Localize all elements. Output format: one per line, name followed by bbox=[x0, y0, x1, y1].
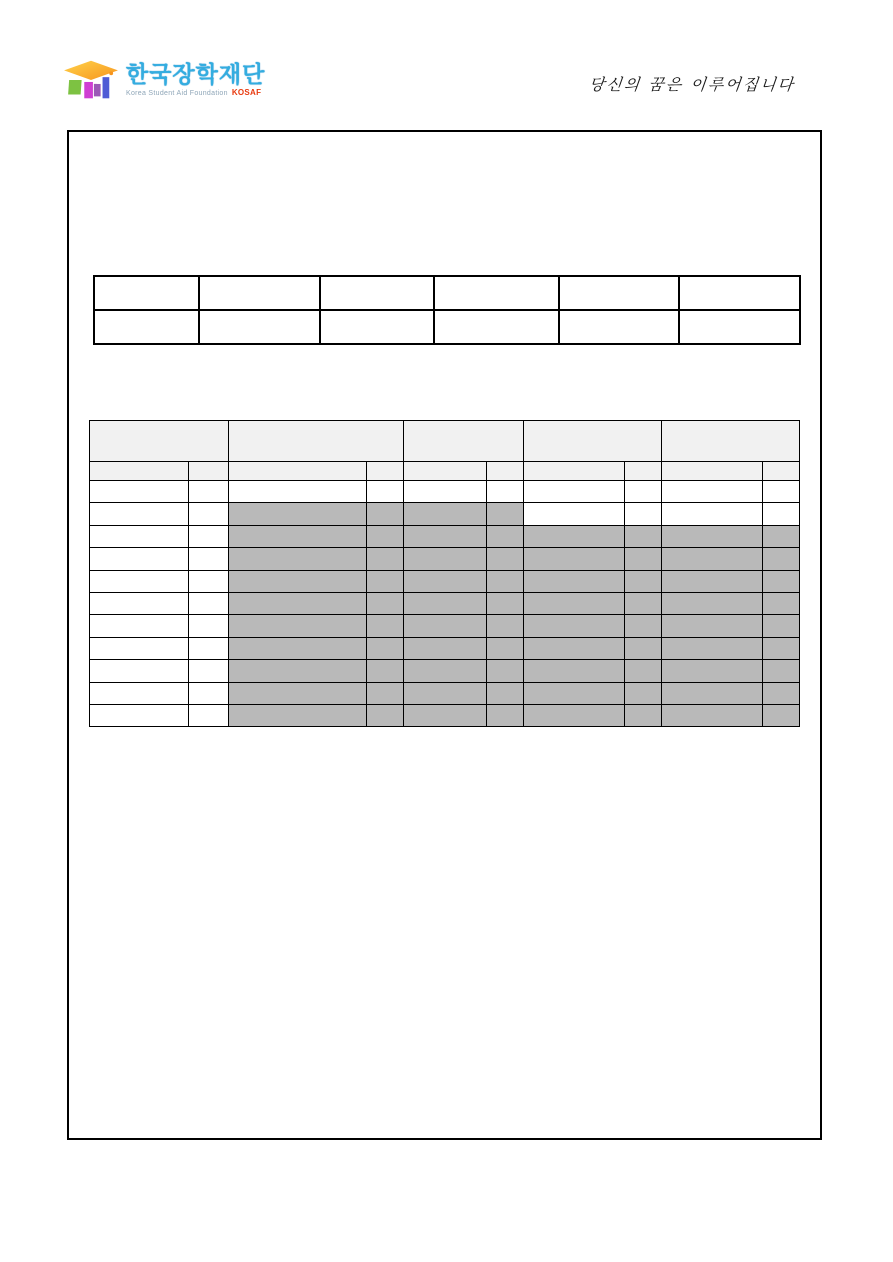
schedule-table-cell-shaded bbox=[625, 615, 662, 637]
schedule-table-cell bbox=[90, 704, 189, 726]
schedule-table-cell-shaded bbox=[367, 682, 404, 704]
schedule-table-cell bbox=[487, 481, 524, 503]
schedule-table-cell bbox=[90, 481, 189, 503]
schedule-table-cell-shaded bbox=[487, 503, 524, 525]
schedule-table-row bbox=[90, 682, 800, 704]
schedule-sub-header-row bbox=[90, 462, 800, 481]
schedule-table-cell bbox=[662, 503, 763, 525]
schedule-table-cell bbox=[189, 637, 229, 659]
schedule-table-cell-shaded bbox=[763, 704, 800, 726]
schedule-table-cell-shaded bbox=[229, 637, 367, 659]
schedule-table-cell-shaded bbox=[404, 704, 487, 726]
schedule-table-cell bbox=[90, 637, 189, 659]
schedule-table-cell-shaded bbox=[625, 525, 662, 547]
schedule-table-row bbox=[90, 637, 800, 659]
graduation-cap-icon bbox=[62, 56, 120, 106]
schedule-table-cell-shaded bbox=[625, 682, 662, 704]
schedule-table-cell-shaded bbox=[524, 704, 625, 726]
schedule-table-cell bbox=[90, 682, 189, 704]
schedule-table-cell bbox=[367, 481, 404, 503]
info-table-cell bbox=[320, 310, 434, 344]
info-table-row bbox=[94, 276, 800, 310]
schedule-table-cell-shaded bbox=[524, 592, 625, 614]
schedule-table-cell-shaded bbox=[229, 525, 367, 547]
schedule-table-cell-shaded bbox=[487, 682, 524, 704]
schedule-table-cell-shaded bbox=[625, 660, 662, 682]
schedule-table-cell bbox=[625, 481, 662, 503]
info-table-cell bbox=[434, 310, 559, 344]
schedule-group-header-cell bbox=[662, 421, 800, 462]
schedule-table-cell-shaded bbox=[367, 637, 404, 659]
schedule-table-cell-shaded bbox=[229, 660, 367, 682]
schedule-table-cell bbox=[189, 503, 229, 525]
schedule-table-cell-shaded bbox=[487, 525, 524, 547]
schedule-table-cell-shaded bbox=[763, 548, 800, 570]
schedule-sub-header-cell bbox=[662, 462, 763, 481]
schedule-table-cell-shaded bbox=[229, 592, 367, 614]
schedule-table-cell-shaded bbox=[229, 503, 367, 525]
schedule-table-cell-shaded bbox=[763, 570, 800, 592]
document-border-box bbox=[67, 130, 822, 1140]
schedule-table-cell bbox=[189, 704, 229, 726]
schedule-table-cell-shaded bbox=[662, 682, 763, 704]
schedule-table-cell-shaded bbox=[487, 615, 524, 637]
schedule-table-cell bbox=[189, 570, 229, 592]
schedule-table-cell bbox=[90, 525, 189, 547]
info-table-cell bbox=[559, 276, 679, 310]
schedule-table-cell bbox=[90, 615, 189, 637]
schedule-sub-header-cell bbox=[229, 462, 367, 481]
schedule-table-cell bbox=[189, 682, 229, 704]
schedule-table-cell bbox=[90, 548, 189, 570]
schedule-table-cell-shaded bbox=[367, 660, 404, 682]
schedule-table-cell-shaded bbox=[229, 570, 367, 592]
schedule-group-header-cell bbox=[229, 421, 404, 462]
schedule-group-header-cell bbox=[524, 421, 662, 462]
schedule-table-cell-shaded bbox=[404, 660, 487, 682]
schedule-table-row bbox=[90, 570, 800, 592]
info-table-cell bbox=[679, 276, 800, 310]
schedule-table-cell-shaded bbox=[662, 637, 763, 659]
schedule-sub-header-cell bbox=[404, 462, 487, 481]
schedule-table-cell bbox=[189, 548, 229, 570]
schedule-table-cell-shaded bbox=[662, 525, 763, 547]
schedule-table-cell-shaded bbox=[662, 592, 763, 614]
schedule-table-cell-shaded bbox=[367, 570, 404, 592]
logo-org-abbr: KOSAF bbox=[231, 88, 262, 98]
logo-text-block bbox=[126, 56, 265, 97]
info-table-cell bbox=[199, 276, 320, 310]
schedule-table-cell-shaded bbox=[763, 525, 800, 547]
schedule-table-cell-shaded bbox=[229, 704, 367, 726]
schedule-table-cell bbox=[90, 570, 189, 592]
info-table-cell bbox=[559, 310, 679, 344]
schedule-table-cell bbox=[625, 503, 662, 525]
schedule-table-cell-shaded bbox=[404, 637, 487, 659]
schedule-table-cell-shaded bbox=[625, 548, 662, 570]
schedule-table-cell-shaded bbox=[662, 660, 763, 682]
schedule-table-row bbox=[90, 503, 800, 525]
schedule-table-cell-shaded bbox=[487, 660, 524, 682]
schedule-table-cell-shaded bbox=[524, 525, 625, 547]
schedule-table-cell-shaded bbox=[625, 592, 662, 614]
schedule-sub-header-cell bbox=[487, 462, 524, 481]
schedule-table-cell-shaded bbox=[367, 592, 404, 614]
schedule-table-cell-shaded bbox=[524, 570, 625, 592]
info-table-cell bbox=[94, 310, 199, 344]
schedule-table-cell-shaded bbox=[524, 548, 625, 570]
schedule-table-cell-shaded bbox=[763, 615, 800, 637]
schedule-table-cell-shaded bbox=[404, 592, 487, 614]
schedule-table-cell bbox=[189, 660, 229, 682]
schedule-group-header-cell bbox=[404, 421, 524, 462]
schedule-table-row bbox=[90, 704, 800, 726]
schedule-table-cell-shaded bbox=[763, 592, 800, 614]
schedule-table-row bbox=[90, 481, 800, 503]
info-table-cell bbox=[320, 276, 434, 310]
logo-subtitle bbox=[126, 88, 265, 97]
schedule-table-cell-shaded bbox=[404, 548, 487, 570]
schedule-table-row bbox=[90, 615, 800, 637]
schedule-table-cell-shaded bbox=[524, 615, 625, 637]
schedule-table-cell-shaded bbox=[229, 615, 367, 637]
schedule-table-cell-shaded bbox=[229, 548, 367, 570]
schedule-table-row bbox=[90, 592, 800, 614]
schedule-table-cell-shaded bbox=[662, 704, 763, 726]
schedule-table-cell bbox=[524, 503, 625, 525]
schedule-table-cell-shaded bbox=[487, 570, 524, 592]
slogan-text: 당신의 꿈은 이루어집니다 bbox=[587, 75, 796, 94]
schedule-table-cell bbox=[763, 503, 800, 525]
schedule-table-cell bbox=[524, 481, 625, 503]
schedule-table-cell-shaded bbox=[367, 503, 404, 525]
document-header bbox=[0, 0, 893, 128]
schedule-table-row bbox=[90, 525, 800, 547]
schedule-sub-header-cell bbox=[189, 462, 229, 481]
logo-org-name-en: Korea Student Aid Foundation bbox=[126, 90, 228, 98]
schedule-table-cell bbox=[90, 660, 189, 682]
info-table-cell bbox=[434, 276, 559, 310]
schedule-table-row bbox=[90, 548, 800, 570]
schedule-table-row bbox=[90, 660, 800, 682]
schedule-group-header-row bbox=[90, 421, 800, 462]
schedule-table-cell-shaded bbox=[524, 682, 625, 704]
schedule-table-cell bbox=[662, 481, 763, 503]
schedule-table-cell-shaded bbox=[625, 570, 662, 592]
info-table-cell bbox=[199, 310, 320, 344]
schedule-table-cell-shaded bbox=[524, 660, 625, 682]
schedule-sub-header-cell bbox=[367, 462, 404, 481]
schedule-table-cell bbox=[189, 481, 229, 503]
schedule-sub-header-cell bbox=[763, 462, 800, 481]
schedule-table-cell-shaded bbox=[487, 637, 524, 659]
schedule-table-cell-shaded bbox=[404, 615, 487, 637]
info-table-cell bbox=[679, 310, 800, 344]
info-table-cell bbox=[94, 276, 199, 310]
kosaf-logo bbox=[62, 56, 265, 106]
schedule-table-cell bbox=[90, 592, 189, 614]
schedule-table-cell-shaded bbox=[625, 704, 662, 726]
schedule-table-cell-shaded bbox=[763, 682, 800, 704]
schedule-table-cell bbox=[189, 592, 229, 614]
schedule-table-cell-shaded bbox=[367, 525, 404, 547]
schedule-table-cell-shaded bbox=[487, 704, 524, 726]
schedule-table-cell-shaded bbox=[487, 592, 524, 614]
schedule-sub-header-cell bbox=[625, 462, 662, 481]
schedule-table-cell-shaded bbox=[524, 637, 625, 659]
schedule-table-cell-shaded bbox=[367, 615, 404, 637]
schedule-table-cell-shaded bbox=[367, 704, 404, 726]
schedule-table-cell-shaded bbox=[763, 660, 800, 682]
schedule-table-cell-shaded bbox=[625, 637, 662, 659]
schedule-table-cell-shaded bbox=[367, 548, 404, 570]
schedule-table-cell bbox=[404, 481, 487, 503]
schedule-table-cell bbox=[763, 481, 800, 503]
schedule-table-cell-shaded bbox=[662, 548, 763, 570]
schedule-table-cell bbox=[189, 525, 229, 547]
schedule-group-header-cell bbox=[90, 421, 229, 462]
schedule-table-cell bbox=[90, 503, 189, 525]
schedule-table-cell-shaded bbox=[404, 503, 487, 525]
schedule-table-cell-shaded bbox=[487, 548, 524, 570]
schedule-table-cell-shaded bbox=[763, 637, 800, 659]
schedule-sub-header-cell bbox=[524, 462, 625, 481]
schedule-table-cell-shaded bbox=[662, 615, 763, 637]
schedule-table-cell-shaded bbox=[404, 525, 487, 547]
schedule-sub-header-cell bbox=[90, 462, 189, 481]
schedule-table-cell-shaded bbox=[404, 570, 487, 592]
info-table bbox=[93, 275, 801, 345]
schedule-table-cell-shaded bbox=[404, 682, 487, 704]
info-table-row bbox=[94, 310, 800, 344]
schedule-table-cell bbox=[229, 481, 367, 503]
schedule-table-cell bbox=[189, 615, 229, 637]
logo-org-name: 한국장학재단 bbox=[126, 61, 266, 87]
schedule-table bbox=[89, 420, 800, 727]
schedule-table-cell-shaded bbox=[229, 682, 367, 704]
schedule-table-cell-shaded bbox=[662, 570, 763, 592]
